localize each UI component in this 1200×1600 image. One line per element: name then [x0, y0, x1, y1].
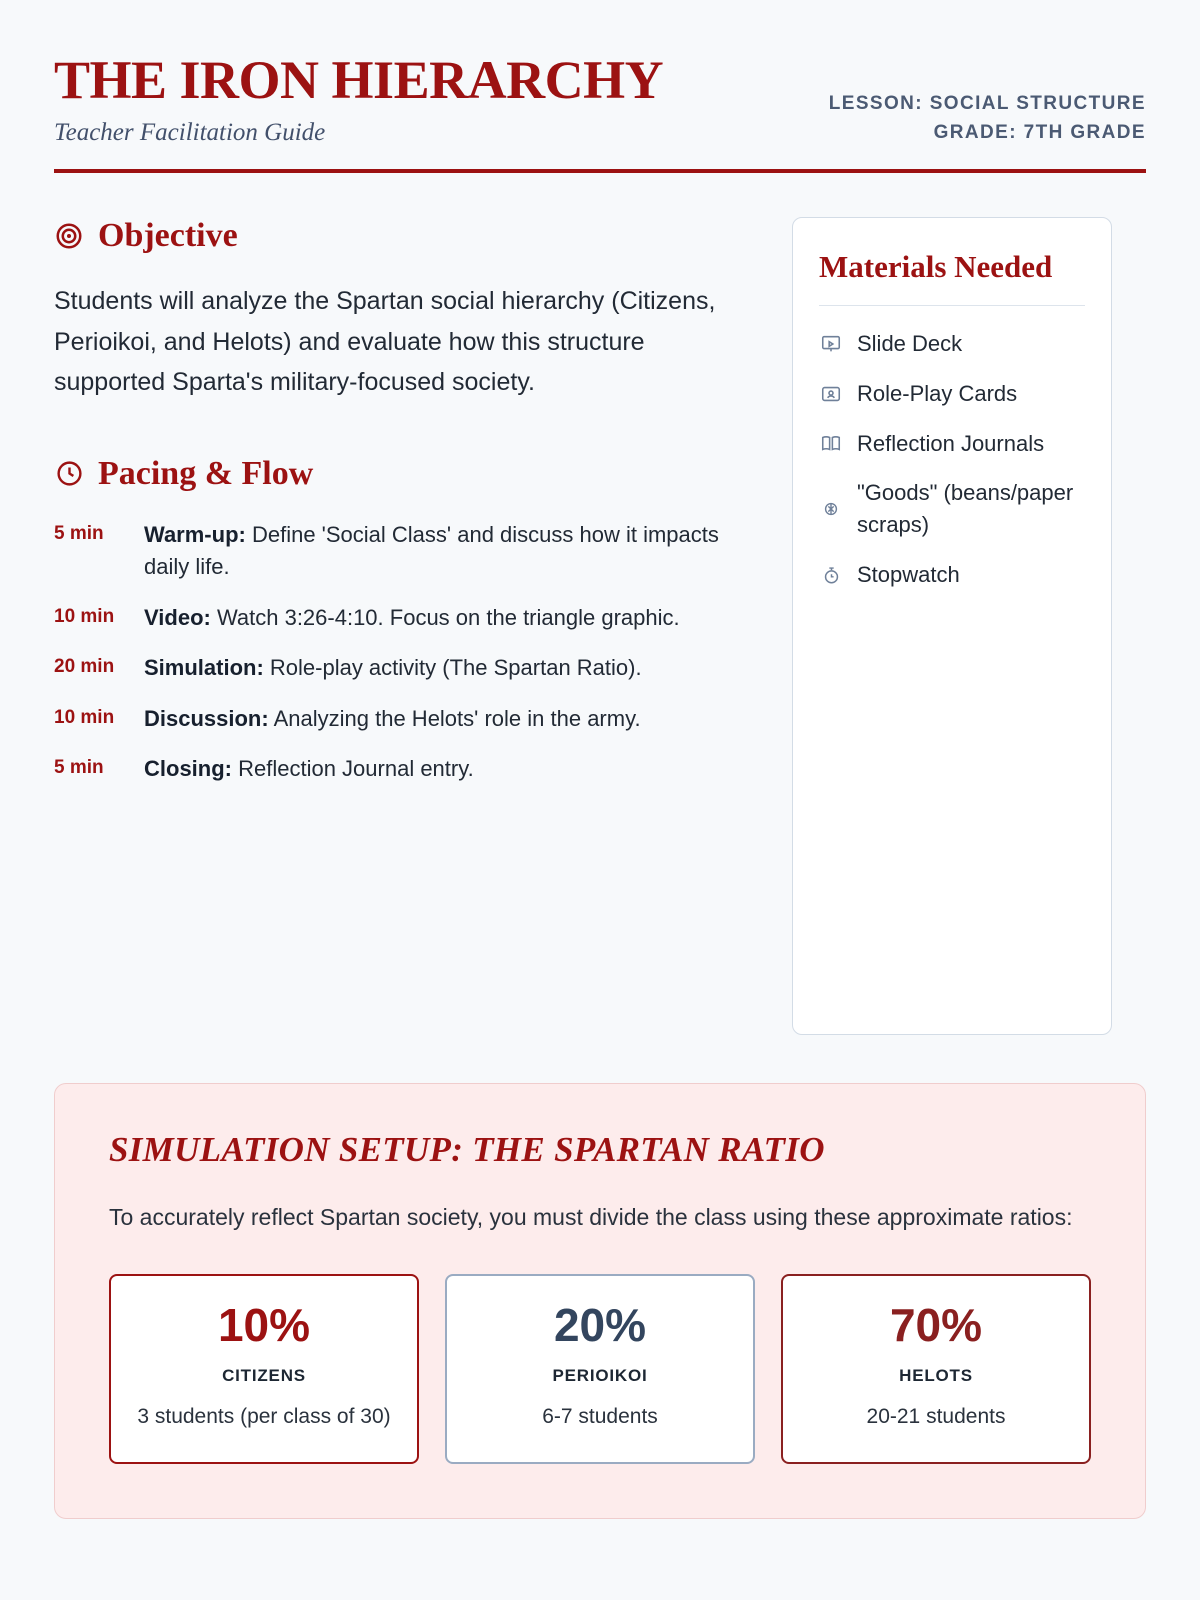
ratio-group-name: HELOTS [899, 1365, 973, 1385]
material-label: Slide Deck [857, 330, 963, 356]
pacing-row [54, 602, 754, 635]
page-title: THE IRON HIERARCHY [54, 50, 664, 110]
pacing-time: 5 min [54, 757, 104, 779]
ratio-percentage: 20% [553, 1298, 647, 1351]
pacing-text: Analyzing the Helots' role in the army. [268, 705, 641, 731]
pacing-label: Simulation: [144, 655, 264, 681]
ratio-detail: 20-21 students [866, 1404, 1006, 1428]
simulation-intro: To accurately reflect Spartan society, you must divide the class using these approximate ratios: [109, 1204, 1073, 1230]
id-card-icon [819, 383, 843, 405]
pacing-row [54, 652, 754, 685]
list-item [819, 477, 1085, 541]
simulation-title: SIMULATION SETUP: THE SPARTAN RATIO [109, 1130, 825, 1169]
pacing-time: 10 min [54, 706, 115, 728]
material-label: Stopwatch [857, 562, 960, 588]
pacing-time: 5 min [54, 522, 104, 544]
pacing-label: Warm-up: [144, 521, 246, 547]
pacing-description [144, 652, 754, 685]
header-divider [54, 169, 1146, 173]
meta-grade: GRADE: 7TH GRADE [933, 121, 1146, 143]
target-icon [54, 221, 84, 251]
pacing-title: Pacing & Flow [98, 454, 314, 492]
pacing-label: Discussion: [144, 705, 269, 731]
pacing-description [144, 753, 754, 786]
pacing-description [144, 519, 754, 584]
list-item [819, 378, 1085, 410]
pacing-text: Role-play activity (The Spartan Ratio). [263, 655, 642, 681]
body-grid [54, 217, 1146, 1035]
material-label: Reflection Journals [857, 430, 1045, 456]
book-icon [819, 432, 843, 454]
pacing-row [54, 519, 754, 584]
pacing-text: Reflection Journal entry. [232, 756, 474, 782]
ratio-card-row [109, 1274, 1091, 1464]
ratio-percentage: 10% [217, 1298, 311, 1351]
material-label: "Goods" (beans/paper scraps) [857, 480, 1074, 538]
materials-card [792, 217, 1112, 1035]
header-meta [829, 48, 1146, 147]
objective-heading [54, 217, 754, 255]
objective-title: Objective [98, 217, 238, 254]
materials-title: Materials Needed [819, 249, 1053, 284]
document-header [54, 48, 1146, 147]
clock-icon [54, 459, 84, 489]
pacing-description [144, 602, 754, 635]
simulation-setup-panel [54, 1083, 1146, 1519]
ratio-group-name: CITIZENS [222, 1365, 306, 1385]
pacing-label: Video: [144, 604, 211, 630]
pacing-section [54, 455, 754, 786]
stopwatch-icon [819, 565, 843, 586]
material-label: Role-Play Cards [857, 380, 1018, 406]
pacing-row [54, 703, 754, 736]
objective-text: Students will analyze the Spartan social hierarchy (Citizens, Perioikoi, and Helots) and evaluate how this structure supported Sparta's military-focused society. [54, 287, 716, 396]
ratio-detail: 6-7 students [542, 1404, 658, 1428]
ratio-card-citizens [109, 1274, 419, 1464]
meta-lesson: LESSON: SOCIAL STRUCTURE [828, 93, 1146, 114]
pacing-description [144, 703, 754, 736]
page-subtitle: Teacher Facilitation Guide [54, 118, 326, 146]
presentation-icon [819, 333, 843, 355]
ratio-card-helots [781, 1274, 1091, 1464]
materials-divider [819, 305, 1085, 306]
list-item [819, 559, 1085, 591]
pacing-label: Closing: [144, 756, 232, 782]
ratio-card-perioikoi [445, 1274, 755, 1464]
coins-icon [819, 499, 843, 519]
pacing-heading [54, 455, 754, 493]
ratio-group-name: PERIOIKOI [552, 1365, 648, 1385]
side-column [792, 217, 1112, 1035]
ratio-percentage: 70% [889, 1298, 983, 1351]
pacing-text: Watch 3:26-4:10. Focus on the triangle graphic. [210, 604, 680, 630]
pacing-row [54, 753, 754, 786]
pacing-text: Define 'Social Class' and discuss how it impacts daily life. [144, 521, 719, 580]
header-left [54, 48, 663, 147]
pacing-time: 20 min [54, 656, 115, 678]
list-item [819, 428, 1085, 460]
main-column [54, 217, 754, 804]
list-item [819, 328, 1085, 360]
pacing-time: 10 min [54, 605, 115, 627]
ratio-detail: 3 students (per class of 30) [137, 1404, 391, 1428]
